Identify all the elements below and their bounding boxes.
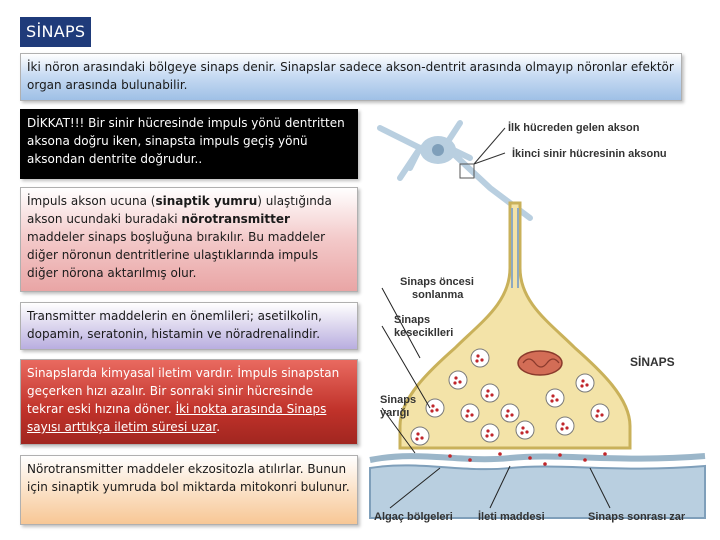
chemical-text-2: . [216,420,221,434]
impulse-transfer-box [20,187,358,292]
label-presynaptic-2: sonlanma [412,289,464,301]
label-vesicles-2: keseciklleri [394,327,454,339]
exocytosis-box: Nörotransmitter maddeler ekzositozla atılırlar. Bunun için sinaptik yumruda bol miktarda mitokonri bulunur. [20,455,358,525]
chemical-transmission-box [20,359,358,445]
warning-box: DİKKAT!!! Bir sinir hücresinde impuls yönü dentritten aksona doğru iken, sinapsta impuls geçiş yönü aksondan dentrite doğrudur.. [20,109,358,179]
label-sinaps: SİNAPS [630,355,675,369]
label-transmitter: İleti maddesi [478,511,545,523]
label-presynaptic-1: Sinaps öncesi [400,276,474,288]
label-receptor: Algaç bölgeleri [374,511,453,523]
impulse-text-2: ) ulaştığında akson ucundaki buradaki [27,194,332,226]
label-vesicles-1: Sinaps [394,314,431,326]
label-knob-1: Sinaps [380,394,417,406]
synapse-diagram [360,108,715,528]
neuron-drawing [372,112,530,218]
impulse-text-3: maddeler sinaps boşluğuna bırakılır. Bu maddeler diğer nöronun dentritlerine ulaştıklarında impuls diğer nörona aktarılmış olur. [27,230,326,280]
postsynaptic-membrane [370,452,705,518]
chemical-text-1: Sinapslarda kimyasal iletim vardır. İmpuls sinapstan geçerken hızı azalır. Bir sonraki sinir hücresinde tekrar eski hızına döner. [27,366,340,416]
synaptic-knob-term: sinaptik yumru [155,194,258,208]
label-first-axon: İlk hücreden gelen akson [508,122,640,134]
chemical-text-underlined: İki nokta arasında Sinaps sayısı arttıkça iletim süresi uzar [27,402,327,434]
synapse-definition-box: İki nöron arasındaki bölgeye sinaps denir. Sinapslar sadece akson-dentrit arasında olmayıp nöronlar efektör organ arasında bulunabilir. [20,53,682,101]
page-title: SİNAPS [20,17,91,47]
transmitters-list-box: Transmitter maddelerin en önemlileri; asetilkolin, dopamin, seratonin, histamin ve nöradrenalindir. [20,302,358,350]
label-knob-2: yarığı [380,407,410,419]
label-postsynaptic: Sinaps sonrası zar [588,511,686,523]
neurotransmitter-term: nörotransmitter [181,212,290,226]
label-second-axon: İkinci sinir hücresinin aksonu [512,148,667,160]
impulse-text-1: İmpuls akson ucuna ( [27,194,156,208]
